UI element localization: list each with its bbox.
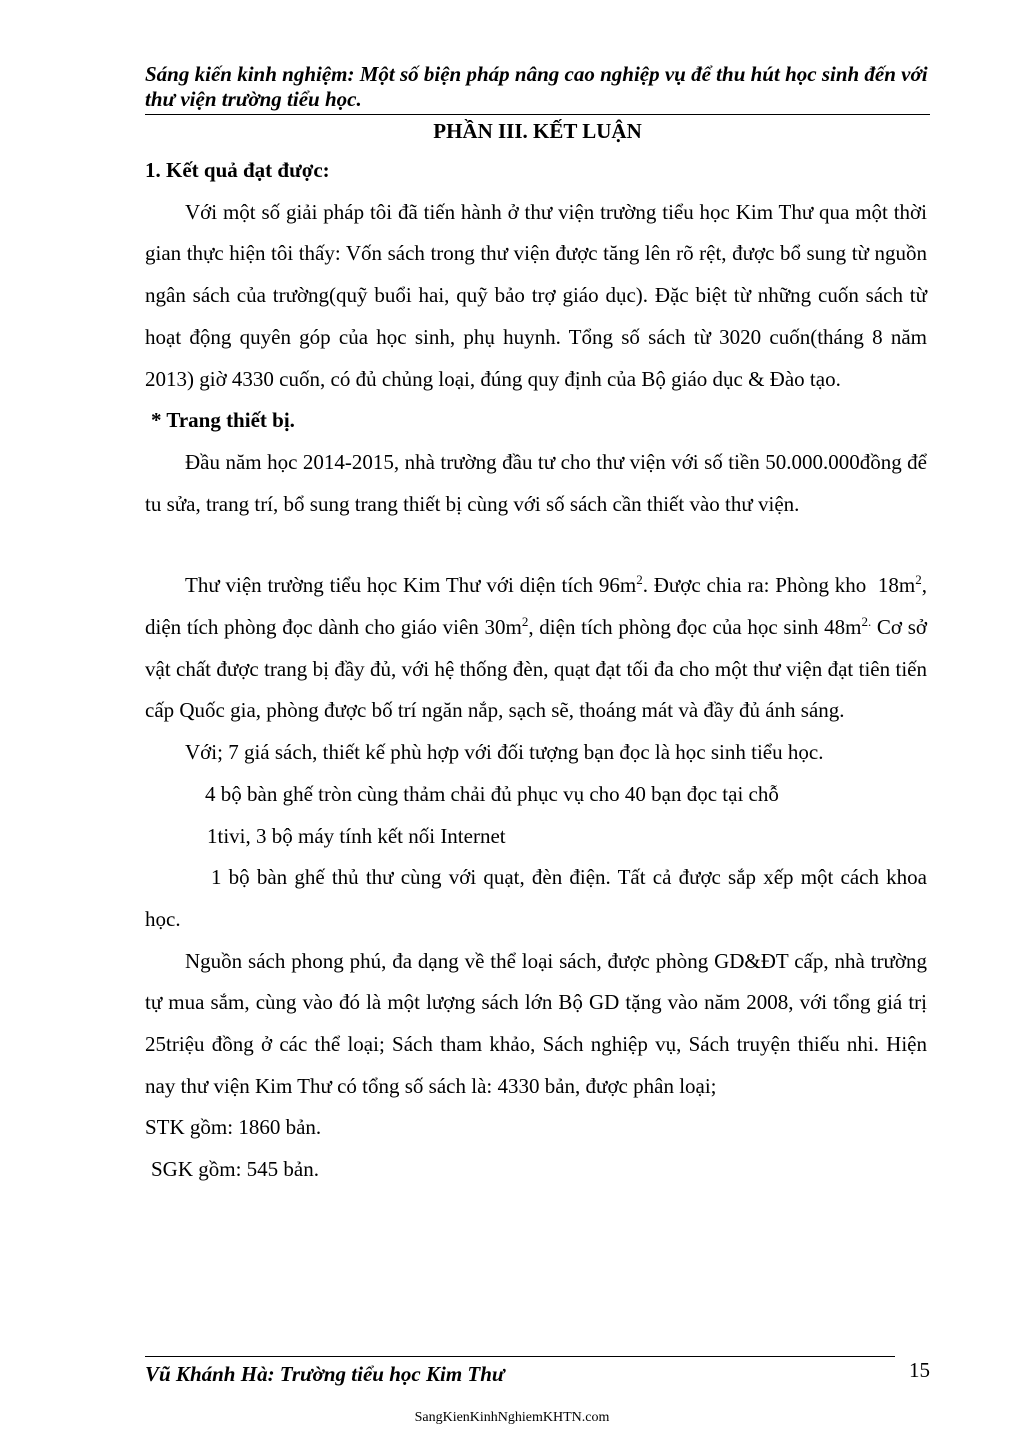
watermark-text: SangKienKinhNghiemKHTN.com [414, 1410, 610, 1425]
area-text-5: Cơ sở vật chất được trang bị đầy đủ, với hệ thống đèn, quạt đạt tối đa cho một thư viện đạt tiên tiến cấp Quốc gia, phòng được bố trí ngăn nắp, sạch sẽ, thoáng mát và đầy đủ ánh sáng. [145, 615, 927, 723]
paragraph-computers: 1tivi, 3 bộ máy tính kết nối Internet [207, 823, 506, 848]
document-body [145, 150, 927, 1191]
area-text-3: , diện tích phòng đọc dành cho giáo viên 30m [145, 573, 927, 640]
area-text-1: Thư viện trường tiểu học Kim Thư với diện tích 96m [185, 573, 637, 598]
paragraph-sgk-count: SGK gồm: 545 bản. [151, 1157, 319, 1182]
header-rule [145, 114, 930, 115]
spacer [145, 525, 927, 565]
paragraph-book-sources: Nguồn sách phong phú, đa dạng về thể loại sách, được phòng GD&ĐT cấp, nhà trường tự mua sắm, cùng vào đó là một lượng sách lớn Bộ GD tặng vào năm 2008, với tổng giá trị 25triệu đồng ở các thể loại; Sách tham khảo, Sách nghiệp vụ, Sách truyện thiếu nhi. Hiện nay thư viện Kim Thư có tổng số sách là: 4330 bản, được phân loại; [145, 948, 927, 1098]
area-text-2: . Được chia ra: Phòng kho 18m [642, 573, 916, 598]
paragraph-librarian-desk: 1 bộ bàn ghế thủ thư cùng với quạt, đèn điện. Tất cả được sắp xếp một cách khoa học. [145, 865, 927, 931]
area-sup-1: 2 [636, 572, 643, 588]
paragraph-stk-count: STK gồm: 1860 bản. [145, 1115, 322, 1140]
heading-equipment: * Trang thiết bị. [151, 408, 295, 433]
paragraph-bookshelves: Với; 7 giá sách, thiết kế phù hợp với đối tượng bạn đọc là học sinh tiểu học. [185, 740, 824, 765]
area-sup-4: 2. [861, 614, 872, 630]
paragraph-investment: Đầu năm học 2014-2015, nhà trường đầu tư cho thư viện với số tiền 50.000.000đồng để tu sửa, trang trí, bổ sung trang thiết bị cùng với số sách cần thiết vào thư viện. [145, 449, 927, 516]
heading-results: 1. Kết quả đạt được: [145, 158, 330, 182]
footer-author: Vũ Khánh Hà: Trường tiểu học Kim Thư [145, 1362, 505, 1386]
area-text-4: , diện tích phòng đọc của học sinh 48m [528, 615, 862, 640]
paragraph-tables: 4 bộ bàn ghế tròn cùng thảm chải đủ phục vụ cho 40 bạn đọc tại chỗ [205, 781, 779, 806]
section-title: PHẦN III. KẾT LUẬN [433, 119, 642, 143]
area-sup-3: 2 [521, 614, 529, 630]
running-header: Sáng kiến kinh nghiệm: Một số biện pháp nâng cao nghiệp vụ để thu hút học sinh đến với thư viện trường tiểu học. [145, 62, 928, 111]
footer-rule [145, 1356, 895, 1357]
paragraph-library-area [145, 565, 927, 732]
page-number: 15 [909, 1358, 930, 1382]
area-sup-2: 2 [915, 572, 922, 588]
paragraph-book-stock: Với một số giải pháp tôi đã tiến hành ở thư viện trường tiểu học Kim Thư qua một thời gian thực hiện tôi thấy: Vốn sách trong thư viện được tăng lên rõ rệt, được bổ sung từ nguồn ngân sách của trường(quỹ buổi hai, quỹ bảo trợ giáo dục). Đặc biệt từ những cuốn sách từ hoạt động quyên góp của học sinh, phụ huynh. Tổng số sách từ 3020 cuốn(tháng 8 năm 2013) giờ 4330 cuốn, có đủ chủng loại, đúng quy định của Bộ giáo dục & Đào tạo. [145, 199, 927, 391]
